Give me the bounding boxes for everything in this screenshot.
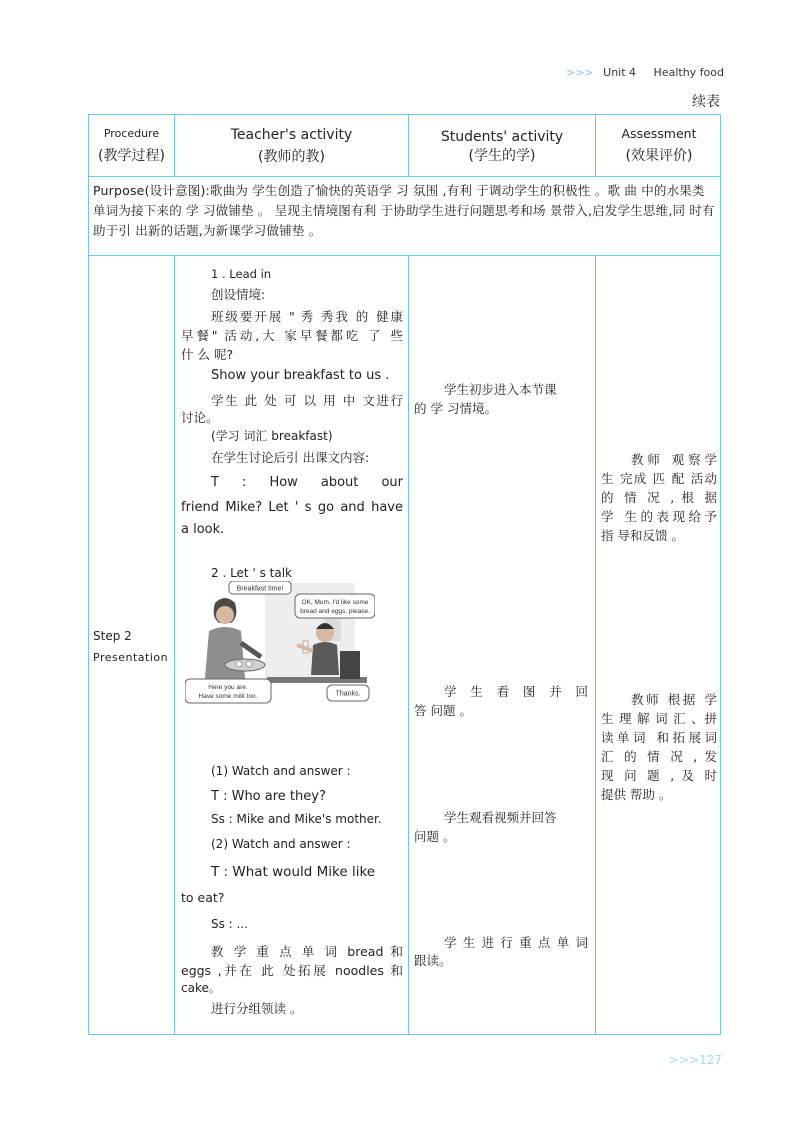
col-divider [408, 256, 409, 1034]
egg [246, 661, 252, 667]
col-divider [595, 256, 596, 1034]
bubble-text: OK, Mum. I'd like some [301, 599, 369, 606]
student-activity: 学生初步进入本节课 [444, 382, 557, 397]
stage-label [93, 625, 168, 669]
dialog-line: T : Who are they? [211, 789, 326, 804]
stage-subtitle: Presentation [93, 651, 169, 664]
header-topic: Healthy food [653, 66, 724, 79]
boy-body [311, 642, 339, 675]
key-words-line: 教 学 重 点 单 词 bread 和 [211, 944, 403, 959]
student-activity: 的 学 习情境。 [414, 401, 497, 416]
mother-face [216, 606, 234, 624]
lead-in-english: Show your breakfast to us . [211, 368, 390, 383]
page-number: >>>127 [668, 1053, 722, 1067]
stage-title: Step 2 [93, 629, 132, 643]
header-students: Students' activity (学生的学) [440, 129, 564, 164]
assessment-line: 教师 根据 学 [631, 692, 717, 707]
assessment-line: 教师 观察学 [631, 452, 717, 467]
mother-arm [241, 643, 261, 657]
bubble-text: Breakfast time! [236, 585, 284, 593]
dialog-line: Ss : ... [211, 917, 248, 931]
key-words-line: eggs ,并在 此 处拓展 noodles 和 [181, 963, 403, 978]
lead-in-line: 学生 此 处 可 以 用 中 文进行 [211, 393, 403, 408]
bubble-text: Here you are. [208, 684, 248, 691]
student-activity: 学 生 进 行 重 点 单 词 [444, 935, 588, 950]
dialog-line: Ss : Mike and Mike's mother. [211, 812, 382, 826]
dialog-line: friend Mike? Let ' s go and have [181, 500, 403, 515]
lead-in-line: 班级要开展 " 秀 秀我 的 健康 [211, 309, 403, 324]
assessment-line: 现 问 题 , 及 时 [601, 768, 717, 783]
purpose-text: Purpose(设计意图):歌曲为 学生创造了愉快的英语学 习 氛围 ,有利 于调动学生的积极性 。歌 曲 中的水果类单词为接下来的 学 习做铺垫 。 呈现主情境图有利 于协助学生进行问题思考和场 景带入,启发学生思维,同 时有助于引 出新的话题,为新课学习做铺垫 。 [93, 183, 715, 238]
student-activity: 跟读。 [414, 953, 452, 968]
assessment-line: 汇 的 情 况 , 发 [601, 749, 717, 764]
lead-in-line: 讨论。 [181, 410, 219, 425]
lead-in-title: 1 . Lead in [211, 267, 272, 281]
assessment-line: 学 生的表现给予 [601, 509, 717, 524]
lead-in-line: 早餐" 活动,大 家早餐都吃 了 些 [181, 328, 403, 343]
header-procedure: Procedure (教学过程) [98, 127, 165, 164]
vocab-note: (学习 词汇 breakfast) [211, 429, 333, 443]
lead-in-scene: 创设情境: [211, 287, 266, 302]
header-assessment: Assessment (效果评价) [621, 126, 697, 164]
question-title: (1) Watch and answer : [211, 764, 351, 778]
bubble-text: Have some milk too. [198, 693, 258, 700]
dialog-line: a look. [181, 522, 225, 537]
col-divider [174, 256, 175, 1034]
question-title: (2) Watch and answer : [211, 837, 351, 851]
assessment-line: 提供 帮助 。 [601, 787, 672, 802]
bubble-text: Thanks. [335, 690, 361, 698]
running-header [566, 66, 724, 79]
lead-in-line: 什 么 呢? [181, 347, 234, 362]
student-activity: 问题 。 [414, 829, 456, 844]
key-words-line: cake。 [181, 981, 221, 995]
dialog-line: T : How about our [211, 475, 403, 490]
assessment-line: 的 情 况 , 根 据 [601, 490, 717, 505]
student-activity: 学 生 看 图 并 回 [444, 684, 588, 699]
chair [340, 651, 360, 679]
dialog-line: to eat? [181, 890, 225, 905]
header-unit: Unit 4 [603, 66, 637, 79]
student-activity: 学生观看视频并回答 [444, 810, 557, 825]
assessment-line: 指 导和反馈 。 [601, 528, 684, 543]
egg [236, 661, 242, 667]
assessment-line: 生 理 解 词 汇 、拼 [601, 711, 717, 726]
dialog-line: T : What would Mike like [211, 864, 376, 880]
row-divider [89, 255, 720, 256]
lead-in-line: 在学生讨论后引 出课文内容: [211, 450, 370, 465]
lesson-table [88, 114, 721, 1035]
assessment-line: 读单词 和拓展词 [601, 730, 717, 745]
header-arrows: >>> [566, 66, 594, 79]
plate [225, 659, 265, 671]
lets-talk-illustration [185, 581, 375, 713]
assessment-line: 生 完成 匹 配 活动 [601, 471, 717, 486]
key-words-line: 进行分组领读 。 [211, 1001, 303, 1016]
student-activity: 答 问题 。 [414, 703, 472, 718]
lets-talk-title: 2 . Let ' s talk [211, 566, 292, 580]
bubble-text: bread and eggs, please. [300, 608, 370, 615]
header-teacher: Teacher's activity (教师的教) [230, 127, 353, 165]
continued-label: 续表 [692, 94, 720, 110]
